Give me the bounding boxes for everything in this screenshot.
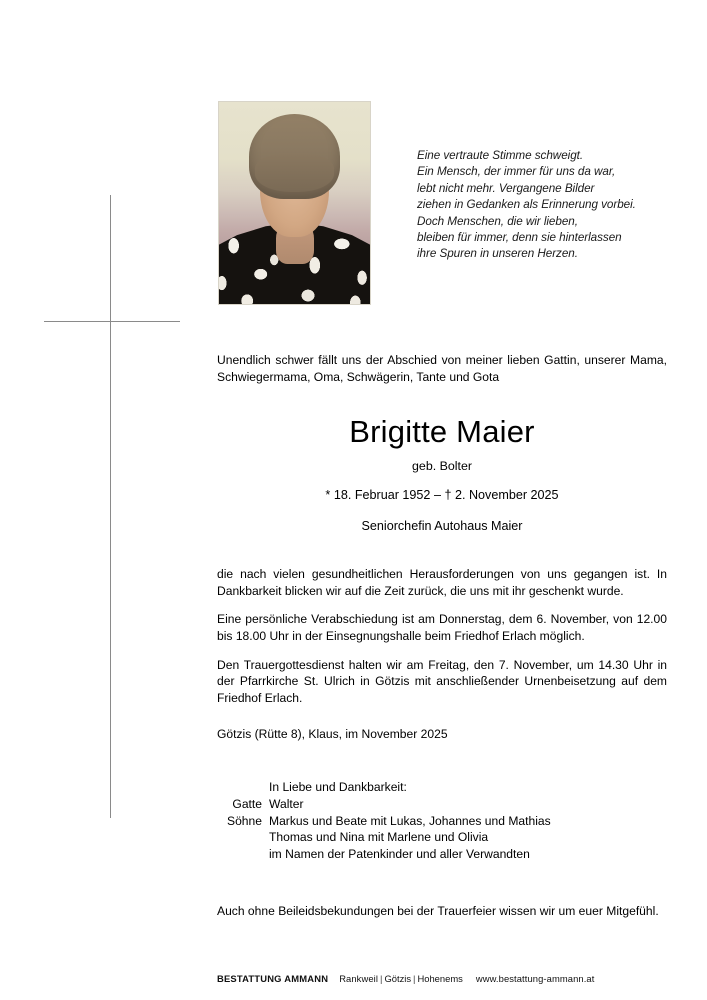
poem-line: lebt nicht mehr. Vergangene Bilder bbox=[417, 181, 595, 195]
deceased-maiden-name: geb. Bolter bbox=[412, 459, 472, 474]
footer-town: Götzis bbox=[384, 973, 412, 984]
cross-horizontal-bar-icon bbox=[44, 321, 180, 322]
footer-website-url: www.bestattung-ammann.at bbox=[475, 973, 595, 984]
intro-text: Unendlich schwer fällt uns der Abschied von meiner lieben Gattin, unserer Mama, Schwiegermama, Oma, Schwägerin, Tante und Gota bbox=[217, 353, 667, 384]
footer-brand-name: AMMANN bbox=[284, 973, 329, 984]
deceased-role: Seniorchefin Autohaus Maier bbox=[361, 519, 523, 534]
place-and-date: Götzis (Rütte 8), Klaus, im November 2025 bbox=[217, 727, 448, 742]
family-names: Walter bbox=[269, 796, 304, 811]
closing-text: Auch ohne Beileidsbekundungen bei der Trauerfeier wissen wir um euer Mitgefühl. bbox=[217, 903, 659, 918]
poem-line: Doch Menschen, die wir lieben, bbox=[417, 214, 578, 228]
family-names: Markus und Beate mit Lukas, Johannes und Mathias bbox=[269, 813, 551, 828]
footer-brand-word: BESTATTUNG bbox=[217, 973, 282, 984]
main-content bbox=[217, 352, 667, 920]
poem-line: ihre Spuren in unseren Herzen. bbox=[417, 247, 578, 261]
cross-vertical-bar-icon bbox=[110, 195, 111, 818]
family-heading-row bbox=[217, 779, 667, 796]
family-names: im Namen der Patenkinder und aller Verwandten bbox=[269, 847, 530, 862]
body-paragraph: Den Trauergottesdienst halten wir am Freitag, den 7. November, um 14.30 Uhr in der Pfarrkirche St. Ulrich in Götzis mit anschließender Urnenbeisetzung auf dem Friedhof Erlach. bbox=[217, 657, 667, 705]
footer bbox=[217, 972, 667, 985]
footer-town: Hohenems bbox=[417, 973, 463, 984]
body-paragraph: Eine persönliche Verabschiedung ist am Donnerstag, dem 6. November, von 12.00 bis 18.00 Uhr in der Einsegnungshalle beim Friedhof Erlach möglich. bbox=[217, 612, 667, 643]
family-row bbox=[217, 829, 667, 846]
family-row bbox=[217, 796, 667, 813]
family-heading: In Liebe und Dankbarkeit: bbox=[269, 779, 407, 794]
family-row bbox=[217, 846, 667, 863]
portrait-photo bbox=[218, 101, 371, 305]
body-paragraph: die nach vielen gesundheitlichen Herausforderungen von uns gegangen ist. In Dankbarkeit blicken wir auf die Zeit zurück, die uns mit ihr geschenkt wurde. bbox=[217, 567, 667, 598]
family-names: Thomas und Nina mit Marlene und Olivia bbox=[269, 830, 489, 845]
footer-separator: | bbox=[413, 973, 416, 984]
family-relation-label bbox=[217, 846, 269, 863]
deceased-name-block bbox=[217, 413, 667, 535]
family-relation-label: Gatte bbox=[232, 796, 262, 811]
poem-line: ziehen in Gedanken als Erinnerung vorbei. bbox=[417, 198, 636, 212]
family-relation-label bbox=[217, 829, 269, 846]
poem-line: Eine vertraute Stimme schweigt. bbox=[417, 149, 584, 162]
family-relation-label: Söhne bbox=[227, 813, 262, 828]
footer-town: Rankweil bbox=[339, 973, 379, 984]
portrait-hair bbox=[249, 114, 340, 199]
poem-line: Ein Mensch, der immer für uns da war, bbox=[417, 165, 616, 179]
body-paragraphs bbox=[217, 566, 667, 706]
deceased-full-name: Brigitte Maier bbox=[349, 414, 535, 450]
footer-separator: | bbox=[380, 973, 383, 984]
family-list bbox=[217, 779, 667, 863]
poem-line: bleiben für immer, denn sie hinterlassen bbox=[417, 231, 622, 245]
deceased-life-dates: * 18. Februar 1952 – † 2. November 2025 bbox=[325, 488, 559, 503]
family-label-empty bbox=[217, 779, 269, 796]
family-row bbox=[217, 813, 667, 830]
memorial-poem bbox=[417, 148, 667, 263]
